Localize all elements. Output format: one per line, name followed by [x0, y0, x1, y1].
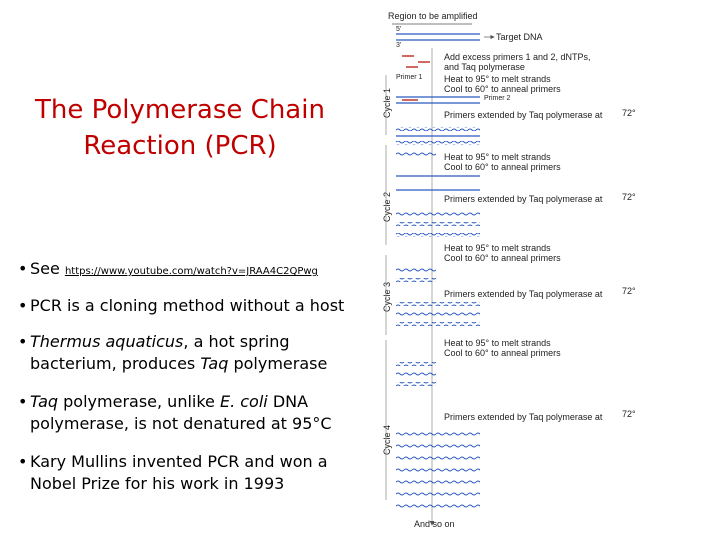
cycle-3-label: Cycle 3	[382, 281, 392, 312]
extend-step: Primers extended by Taq polymerase at	[444, 194, 603, 204]
title-line-1: The Polymerase Chain	[35, 95, 325, 125]
extend-step: Primers extended by Taq polymerase at	[444, 289, 603, 299]
heat-step: Heat to 95° to melt strands	[444, 338, 551, 348]
three-prime-label: 3'	[396, 42, 402, 49]
bullet-dot-icon: •	[18, 392, 28, 411]
heat-step: Heat to 95° to melt strands	[444, 152, 551, 162]
bullet-5-line2: Nobel Prize for his work in 1993	[30, 474, 285, 493]
temp-72: 72°	[622, 108, 636, 118]
cycle-4-label: Cycle 4	[382, 424, 392, 455]
cycle-2	[382, 145, 636, 245]
bullet-dot-icon: •	[18, 259, 28, 278]
primer-2-label: Primer 2	[484, 95, 511, 102]
bullet-2-text: PCR is a cloning method without a host	[30, 296, 345, 315]
bullet-3-line2-post: polymerase	[228, 354, 328, 373]
temp-72: 72°	[622, 409, 636, 419]
youtube-link[interactable]: https://www.youtube.com/watch?v=JRAA4C2QPwg	[64, 266, 318, 277]
bullet-4-mid: polymerase, unlike	[58, 392, 220, 411]
title-line-2: Reaction (PCR)	[83, 131, 277, 161]
extend-step: Primers extended by Taq polymerase at	[444, 412, 603, 422]
heat-step: Heat to 95° to melt strands	[444, 243, 551, 253]
bullet-3-line2-pre: bacterium, produces	[30, 354, 201, 373]
bullet-3-taq: Taq	[200, 354, 229, 373]
region-label: Region to be amplified	[388, 11, 478, 21]
bullet-dot-icon: •	[18, 296, 28, 315]
and-so-on-label: And so on	[414, 519, 455, 529]
target-dna-label: Target DNA	[496, 32, 543, 42]
add-primers-line-1: Add excess primers 1 and 2, dNTPs,	[444, 52, 591, 62]
add-primers-line-2: and Taq polymerase	[444, 62, 525, 72]
bullet-4-taq: Taq	[30, 392, 59, 411]
extend-step: Primers extended by Taq polymerase at	[444, 110, 603, 120]
bullet-pcr-cloning	[18, 295, 363, 317]
bullet-3-rest: , a hot spring	[183, 332, 290, 351]
bullet-mullis	[18, 451, 363, 495]
pcr-cycle-diagram	[372, 0, 720, 540]
cycle-1	[382, 74, 636, 145]
bullet-5-line1: Kary Mullins invented PCR and won a	[30, 452, 328, 471]
primer-1-label: Primer 1	[396, 74, 423, 81]
heat-step: Heat to 95° to melt strands	[444, 74, 551, 84]
slide-title	[20, 92, 340, 164]
temp-72: 72°	[622, 192, 636, 202]
cycle-1-label: Cycle 1	[382, 87, 392, 118]
cool-step: Cool to 60° to anneal primers	[444, 348, 561, 358]
cycle-2-label: Cycle 2	[382, 191, 392, 222]
bullet-4-line2: polymerase, is not denatured at 95°C	[30, 414, 332, 433]
bullet-dot-icon: •	[18, 332, 28, 351]
cool-step: Cool to 60° to anneal primers	[444, 162, 561, 172]
bullet-1-prefix: See	[30, 259, 65, 278]
bullet-4-ecoli: E. coli	[219, 392, 268, 411]
bullet-taq	[18, 391, 363, 435]
bullet-3-species: Thermus aquaticus	[30, 332, 184, 351]
bullet-4-end: DNA	[267, 392, 309, 411]
cool-step: Cool to 60° to anneal primers	[444, 253, 561, 263]
primer-fragments	[402, 56, 430, 67]
bullet-dot-icon: •	[18, 452, 28, 471]
target-dna-duplex	[396, 26, 543, 49]
five-prime-label: 5'	[396, 26, 402, 33]
cool-step: Cool to 60° to anneal primers	[444, 84, 561, 94]
bullet-youtube	[18, 258, 363, 283]
cycle-3	[382, 243, 636, 335]
cycle-4	[382, 338, 636, 508]
temp-72: 72°	[622, 286, 636, 296]
bullet-thermus	[18, 331, 363, 375]
